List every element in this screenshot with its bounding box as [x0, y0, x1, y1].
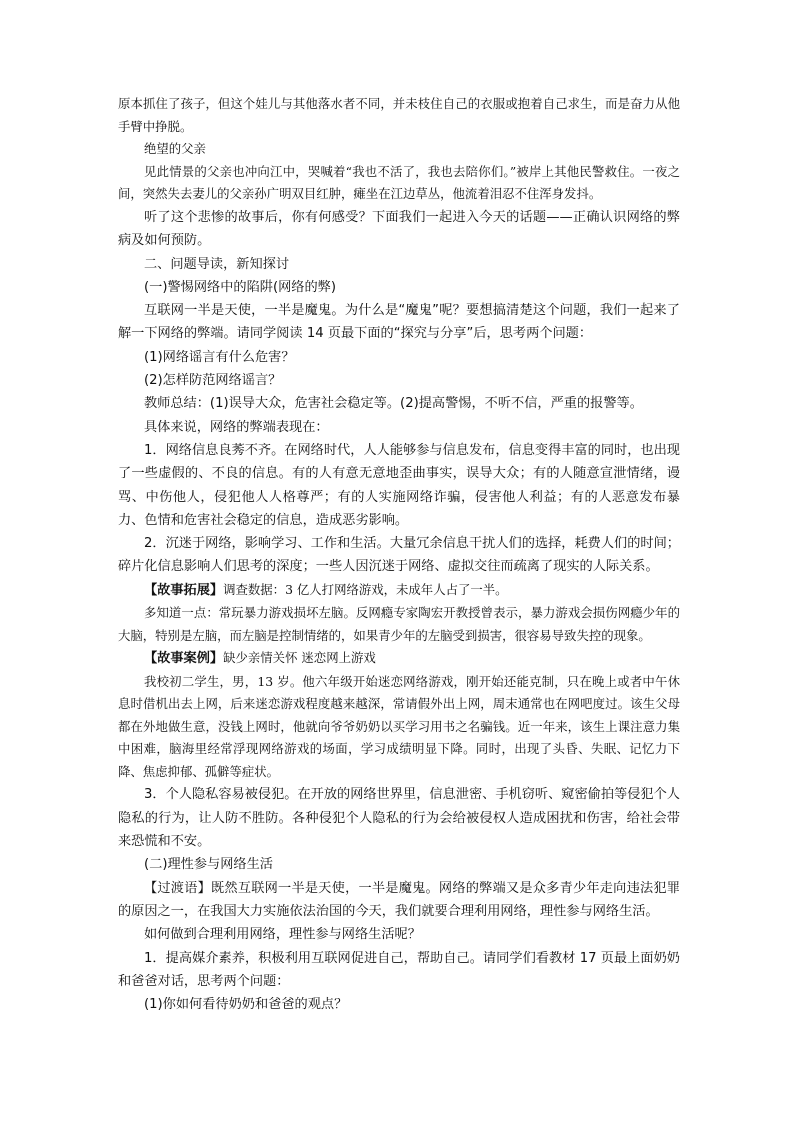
- paragraph: 2．沉迷于网络，影响学习、工作和生活。大量冗余信息干扰人们的选择，耗费人们的时间；碎片化信息影响人们思考的深度；一些人因沉迷于网络、虚拟交往而疏离了现实的人际关系。: [118, 536, 680, 575]
- paragraph: 互联网一半是天使，一半是魔鬼。为什么是“魔鬼”呢？要想搞清楚这个问题，我们一起来了解一下网络的弊端。请同学阅读 14 页最下面的“探究与分享”后，思考两个问题：: [118, 303, 680, 342]
- story-case-lead: 【故事案例】: [144, 651, 224, 667]
- paragraph: 教师总结：(1)误导大众，危害社会稳定等。(2)提高警惕，不听不信，严重的报警等。: [144, 396, 643, 412]
- question-item: (1)你如何看待奶奶和爸爸的观点？: [144, 997, 348, 1013]
- paragraph: 1．提高媒介素养，积极利用互联网促进自己，帮助自己。请同学们看教材 17 页最上面奶奶和爸爸对话，思考两个问题：: [118, 950, 680, 989]
- paragraph: 3．个人隐私容易被侵犯。在开放的网络世界里，信息泄密、手机窃听、窥密偷拍等侵犯个人隐私的行为，让人防不胜防。各种侵犯个人隐私的行为会给被侵权人造成困扰和伤害，给社会带来恐慌和不安。: [118, 787, 680, 850]
- document-body: [118, 93, 680, 1016]
- story-case-text: 缺少亲情关怀 迷恋网上游戏: [223, 650, 376, 666]
- section-heading: (一)警惕网络中的陷阱(网络的弊): [144, 279, 337, 295]
- story-extension: [118, 579, 680, 602]
- question-item: (2)怎样防范网络谣言？: [144, 373, 282, 389]
- paragraph: 1．网络信息良莠不齐。在网络时代，人人能够参与信息发布，信息变得丰富的同时，也出现了一些虚假的、不良的信息。有的人有意无意地歪曲事实，误导大众；有的人随意宣泄情绪，谩骂、中伤他人，侵犯他人人格尊严；有的人实施网络诈骗，侵害他人利益；有的人恶意发布暴力、色情和危害社会稳定的信息，造成恶劣影响。: [118, 442, 680, 528]
- section-heading: 二、问题导读，新知探讨: [144, 256, 290, 272]
- paragraph: 我校初二学生，男，13 岁。他六年级开始迷恋网络游戏，刚开始还能克制，只在晚上或者中午休息时借机出去上网，后来迷恋游戏程度越来越深，常请假外出上网，周末通常也在网吧度过。该生父母都在外地做生意，没钱上网时，他就向爷爷奶奶以买学习用书之名骗钱。近一年来，该生上课注意力集中困难，脑海里经常浮现网络游戏的场面，学习成绩明显下降。同时，出现了头昏、失眠、记忆力下降、焦虑抑郁、孤僻等症状。: [118, 673, 680, 779]
- paragraph: 具体来说，网络的弊端表现在：: [144, 419, 329, 435]
- paragraph: 见此情景的父亲也冲向江中，哭喊着“我也不活了，我也去陪你们。”被岸上其他民警救住。一夜之间，突然失去妻儿的父亲孙广明双目红肿，瘫坐在江边草丛，他流着泪忍不住浑身发抖。: [118, 163, 680, 202]
- paragraph: 多知道一点：常玩暴力游戏损坏左脑。反网瘾专家陶宏开教授曾表示，暴力游戏会损伤网瘾少年的大脑，特别是左脑，而左脑是控制情绪的，如果青少年的左脑受到损害，很容易导致失控的现象。: [118, 605, 680, 643]
- question-item: (1)网络谣言有什么危害？: [144, 349, 295, 365]
- story-case: [118, 647, 680, 670]
- story-extension-text: 调查数据：3 亿人打网络游戏，未成年人占了一半。: [223, 581, 508, 597]
- paragraph: 【过渡语】既然互联网一半是天使，一半是魔鬼。网络的弊端又是众多青少年走向违法犯罪的原因之一，在我国大力实施依法治国的今天，我们就要合理利用网络，理性参与网络生活。: [118, 880, 680, 919]
- paragraph: 如何做到合理利用网络，理性参与网络生活呢？: [144, 927, 421, 943]
- paragraph: 原本抓住了孩子，但这个娃儿与其他落水者不同，并未枝住自己的衣服或抱着自己求生，而是奋力从他手臂中挣脱。: [118, 96, 680, 134]
- paragraph: 听了这个悲惨的故事后，你有何感受？下面我们一起进入今天的话题——正确认识网络的弊病及如何预防。: [118, 209, 680, 249]
- section-heading: 绝望的父亲: [144, 141, 206, 157]
- section-heading: (二)理性参与网络生活: [144, 857, 273, 873]
- story-extension-lead: 【故事拓展】: [144, 582, 224, 598]
